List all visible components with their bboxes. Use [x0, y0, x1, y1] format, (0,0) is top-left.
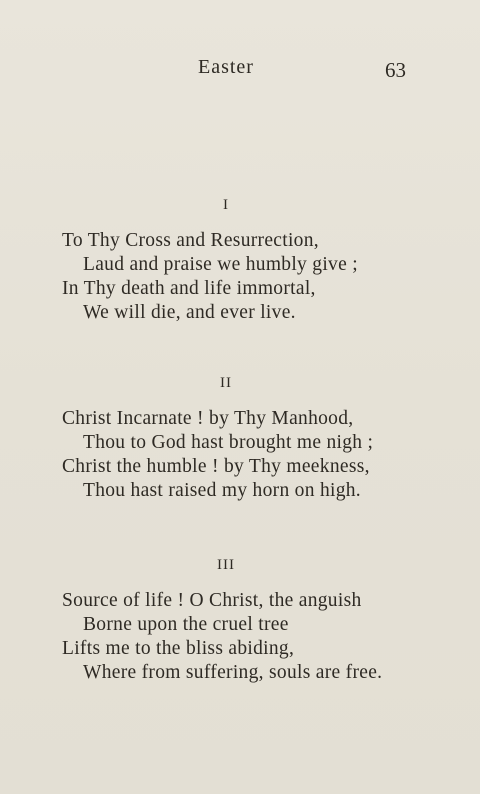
running-header-title: Easter	[198, 56, 254, 78]
section-numeral-2: II	[220, 375, 232, 391]
stanza-2	[62, 407, 373, 503]
verse-line: Where from suffering, souls are free.	[83, 662, 383, 683]
verse-line: Thou hast raised my horn on high.	[83, 480, 361, 501]
verse-line: Lifts me to the bliss abiding,	[62, 638, 295, 659]
verse-line: Christ Incarnate ! by Thy Manhood,	[62, 408, 354, 429]
section-numeral-3: III	[217, 557, 235, 573]
stanza-1	[62, 229, 358, 325]
verse-line: Source of life ! O Christ, the anguish	[62, 590, 362, 611]
stanza-3	[62, 589, 382, 685]
verse-line: Christ the humble ! by Thy meekness,	[62, 456, 370, 477]
verse-line: Borne upon the cruel tree	[83, 614, 289, 635]
section-numeral-1: I	[223, 197, 229, 213]
verse-line: To Thy Cross and Resurrection,	[62, 230, 319, 251]
page-number: 63	[385, 58, 406, 82]
verse-line: Thou to God hast brought me nigh ;	[83, 432, 374, 453]
verse-line: In Thy death and life immortal,	[62, 278, 316, 299]
verse-line: Laud and praise we humbly give ;	[83, 254, 358, 275]
verse-line: We will die, and ever live.	[83, 302, 296, 323]
